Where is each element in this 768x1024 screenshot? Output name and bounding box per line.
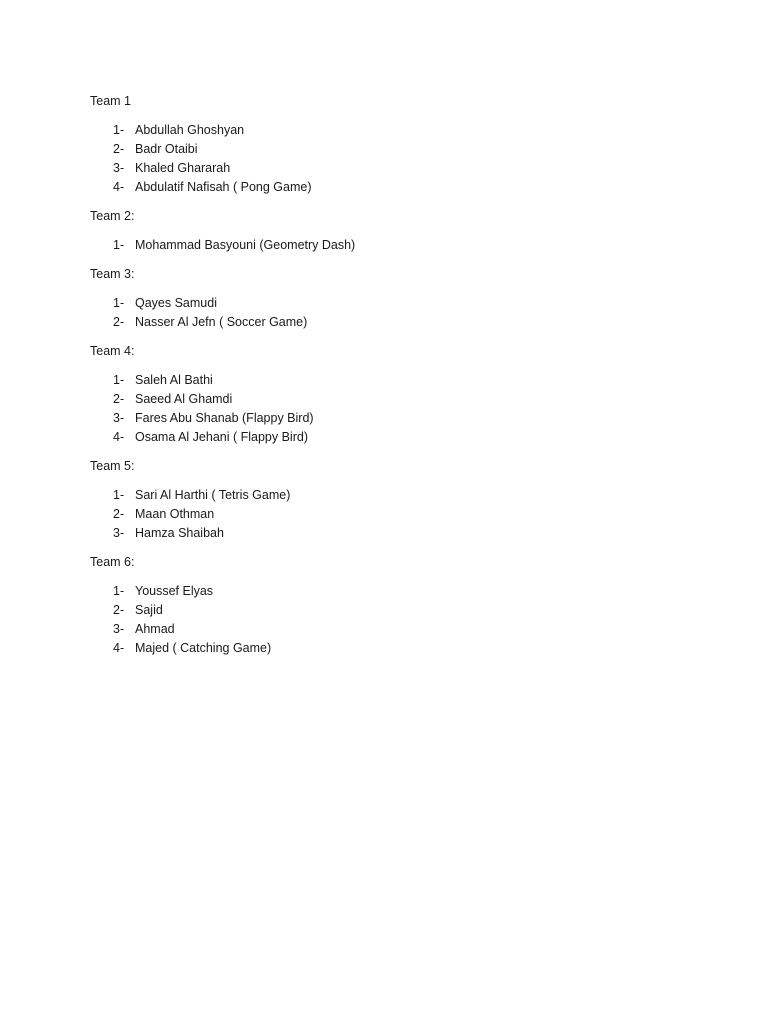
team-heading: Team 4: [90, 344, 135, 358]
member-name: Badr Otaibi [135, 142, 198, 156]
list-item [90, 428, 710, 447]
member-name: Ahmad [135, 622, 175, 636]
list-item [90, 639, 710, 658]
list-item [90, 236, 710, 255]
member-name: Khaled Ghararah [135, 161, 231, 175]
member-name: Nasser Al Jefn ( Soccer Game) [135, 315, 308, 329]
member-name: Youssef Elyas [135, 584, 214, 598]
member-list [90, 582, 710, 658]
member-name: Qayes Samudi [135, 296, 217, 310]
member-name: Fares Abu Shanab (Flappy Bird) [135, 411, 314, 425]
list-item [90, 582, 710, 601]
list-number: 4- [113, 430, 125, 444]
member-name: Saeed Al Ghamdi [135, 392, 233, 406]
list-item [90, 159, 710, 178]
list-item [90, 601, 710, 620]
team-section-2 [90, 207, 710, 255]
member-name: Abdullah Ghoshyan [135, 123, 245, 137]
list-number: 1- [113, 373, 125, 387]
team-section-1 [90, 92, 710, 197]
list-item [90, 620, 710, 639]
member-name: Osama Al Jehani ( Flappy Bird) [135, 430, 308, 444]
list-number: 2- [113, 142, 125, 156]
list-item [90, 524, 710, 543]
member-list [90, 486, 710, 543]
list-number: 3- [113, 161, 125, 175]
list-number: 3- [113, 526, 125, 540]
member-name: Majed ( Catching Game) [135, 641, 272, 655]
team-heading: Team 5: [90, 459, 135, 473]
list-number: 3- [113, 411, 125, 425]
list-number: 2- [113, 603, 125, 617]
list-item [90, 409, 710, 428]
list-item [90, 313, 710, 332]
member-name: Maan Othman [135, 507, 215, 521]
member-list [90, 294, 710, 332]
member-name: Sari Al Harthi ( Tetris Game) [135, 488, 291, 502]
team-heading: Team 6: [90, 555, 135, 569]
member-list [90, 121, 710, 197]
list-number: 3- [113, 622, 125, 636]
list-number: 2- [113, 507, 125, 521]
list-number: 2- [113, 315, 125, 329]
member-name: Abdulatif Nafisah ( Pong Game) [135, 180, 312, 194]
list-item [90, 390, 710, 409]
list-number: 1- [113, 488, 125, 502]
list-item [90, 178, 710, 197]
list-item [90, 121, 710, 140]
list-number: 4- [113, 641, 125, 655]
member-name: Saleh Al Bathi [135, 373, 213, 387]
member-name: Mohammad Basyouni (Geometry Dash) [135, 238, 356, 252]
list-number: 1- [113, 584, 125, 598]
list-item [90, 294, 710, 313]
document-body [90, 92, 710, 668]
team-section-5 [90, 457, 710, 543]
team-heading: Team 1 [90, 94, 131, 108]
list-number: 2- [113, 392, 125, 406]
team-section-6 [90, 553, 710, 658]
member-name: Sajid [135, 603, 163, 617]
team-section-3 [90, 265, 710, 332]
member-name: Hamza Shaibah [135, 526, 224, 540]
list-number: 1- [113, 296, 125, 310]
member-list [90, 236, 710, 255]
team-section-4 [90, 342, 710, 447]
team-heading: Team 2: [90, 209, 135, 223]
list-number: 1- [113, 123, 125, 137]
list-item [90, 140, 710, 159]
list-item [90, 505, 710, 524]
member-list [90, 371, 710, 447]
team-heading: Team 3: [90, 267, 135, 281]
list-number: 4- [113, 180, 125, 194]
list-item [90, 486, 710, 505]
list-item [90, 371, 710, 390]
list-number: 1- [113, 238, 125, 252]
